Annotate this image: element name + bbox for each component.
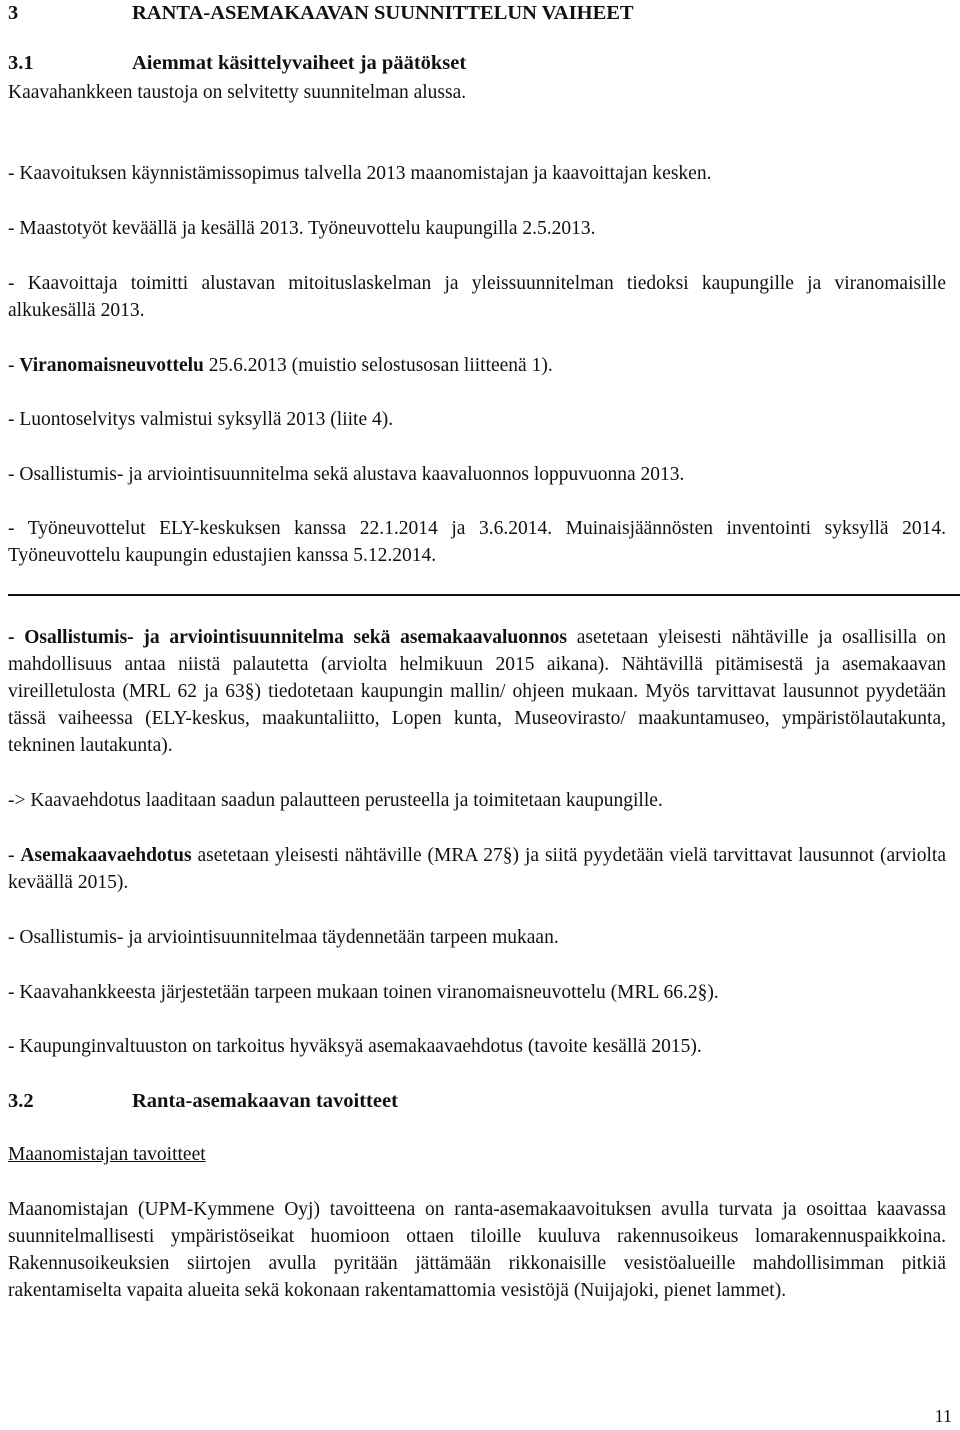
list-item — [8, 352, 553, 379]
section-3-2-heading — [8, 1088, 398, 1115]
intro-paragraph: Kaavahankkeen taustoja on selvitetty suunnitelman alussa. — [8, 82, 467, 103]
list-item: - Maastotyöt keväällä ja kesällä 2013. Työneuvottelu kaupungilla 2.5.2013. — [8, 218, 596, 239]
bold-term: - Osallistumis- ja arviointisuunnitelma sekä asemakaavaluonnos — [8, 627, 568, 648]
section-title: Ranta-asemakaavan tavoitteet — [132, 1090, 398, 1112]
body-paragraph: Maanomistajan (UPM-Kymmene Oyj) tavoitteena on ranta-asemakaavoituksen avulla turvata ja osoittaa kaavassa suunnitelmallisesti ympäristöseikat huomioon ottaen tiloille kuuluva rakennusoikeus lomarakennuspaikkoina. Rakennusoikeuksien siirtojen avulla pyritään jättämään rikkonaisille vesistöalueille mahdollisimman pitkiä rakentamiselta vapaita alueita sekä kokonaan rakentamattomia vesistöjä (Nuijajoki, pienet lammet). — [8, 1199, 946, 1301]
section-3-1-heading — [8, 50, 466, 77]
list-item: - Kaavoituksen käynnistämissopimus talvella 2013 maanomistajan ja kaavoittajan kesken. — [8, 163, 712, 184]
bold-term: Asemakaavaehdotus — [20, 845, 192, 866]
future-step-paragraph: - Kaupunginvaltuuston on tarkoitus hyväksyä asemakaavaehdotus (tavoite kesällä 2015). — [8, 1036, 702, 1057]
section-number: 3.2 — [8, 1090, 34, 1112]
future-step-paragraph — [8, 842, 946, 896]
future-step-paragraph: - Kaavahankkeesta järjestetään tarpeen mukaan toinen viranomaisneuvottelu (MRL 66.2§). — [8, 982, 719, 1003]
paragraph-text: asetetaan yleisesti nähtäville (MRA 27§) ja siitä pyydetään vielä tarvittavat lausunnot (arviolta keväällä 2015). — [8, 845, 946, 893]
horizontal-rule — [8, 594, 960, 596]
future-step-paragraph: - Osallistumis- ja arviointisuunnitelmaa täydennetään tarpeen mukaan. — [8, 927, 559, 948]
section-number: 3.1 — [8, 52, 34, 74]
list-item: - Työneuvottelut ELY-keskuksen kanssa 22.1.2014 ja 3.6.2014. Muinaisjäännösten inventointi syksyllä 2014. Työneuvottelu kaupungin edustajien kanssa 5.12.2014. — [8, 518, 946, 566]
paragraph-text: asetetaan yleisesti nähtäville ja osallisilla on mahdollisuus antaa niistä palautetta (arviolta helmikuun 2015 aikana). Nähtävillä pitämisestä ja asemakaavan vireilletulosta (MRL 62 ja 63§) tiedotetaan kaupungin mallin/ ohjeen mukaan. Myös tarvittavat lausunnot pyydetään tässä vaiheessa (ELY-keskus, maakuntaliitto, Lopen kunta, Museovirasto/ maakuntamuseo, ympäristölautakunta, tekninen lautakunta). — [8, 627, 946, 756]
future-step-paragraph: -> Kaavaehdotus laaditaan saadun palautteen perusteella ja toimitetaan kaupungille. — [8, 790, 663, 811]
chapter-heading — [8, 0, 634, 27]
list-item-text: 25.6.2013 (muistio selostusosan liitteenä 1). — [203, 355, 553, 376]
chapter-title: RANTA-ASEMAKAAVAN SUUNNITTELUN VAIHEET — [132, 2, 634, 24]
chapter-number: 3 — [8, 2, 19, 24]
list-item: - Kaavoittaja toimitti alustavan mitoituslaskelman ja yleissuunnitelman tiedoksi kaupungille ja viranomaisille alkukesällä 2013. — [8, 273, 946, 321]
bold-term: Viranomaisneuvottelu — [19, 355, 204, 376]
list-dash: - — [8, 845, 21, 866]
subheading: Maanomistajan tavoitteet — [8, 1144, 206, 1165]
list-dash: - — [8, 355, 20, 376]
section-title: Aiemmat käsittelyvaiheet ja päätökset — [132, 52, 467, 74]
list-item: - Luontoselvitys valmistui syksyllä 2013 (liite 4). — [8, 409, 394, 430]
list-item: - Osallistumis- ja arviointisuunnitelma sekä alustava kaavaluonnos loppuvuonna 2013. — [8, 464, 685, 485]
page-number: 11 — [934, 1406, 952, 1426]
future-step-paragraph — [8, 624, 946, 759]
